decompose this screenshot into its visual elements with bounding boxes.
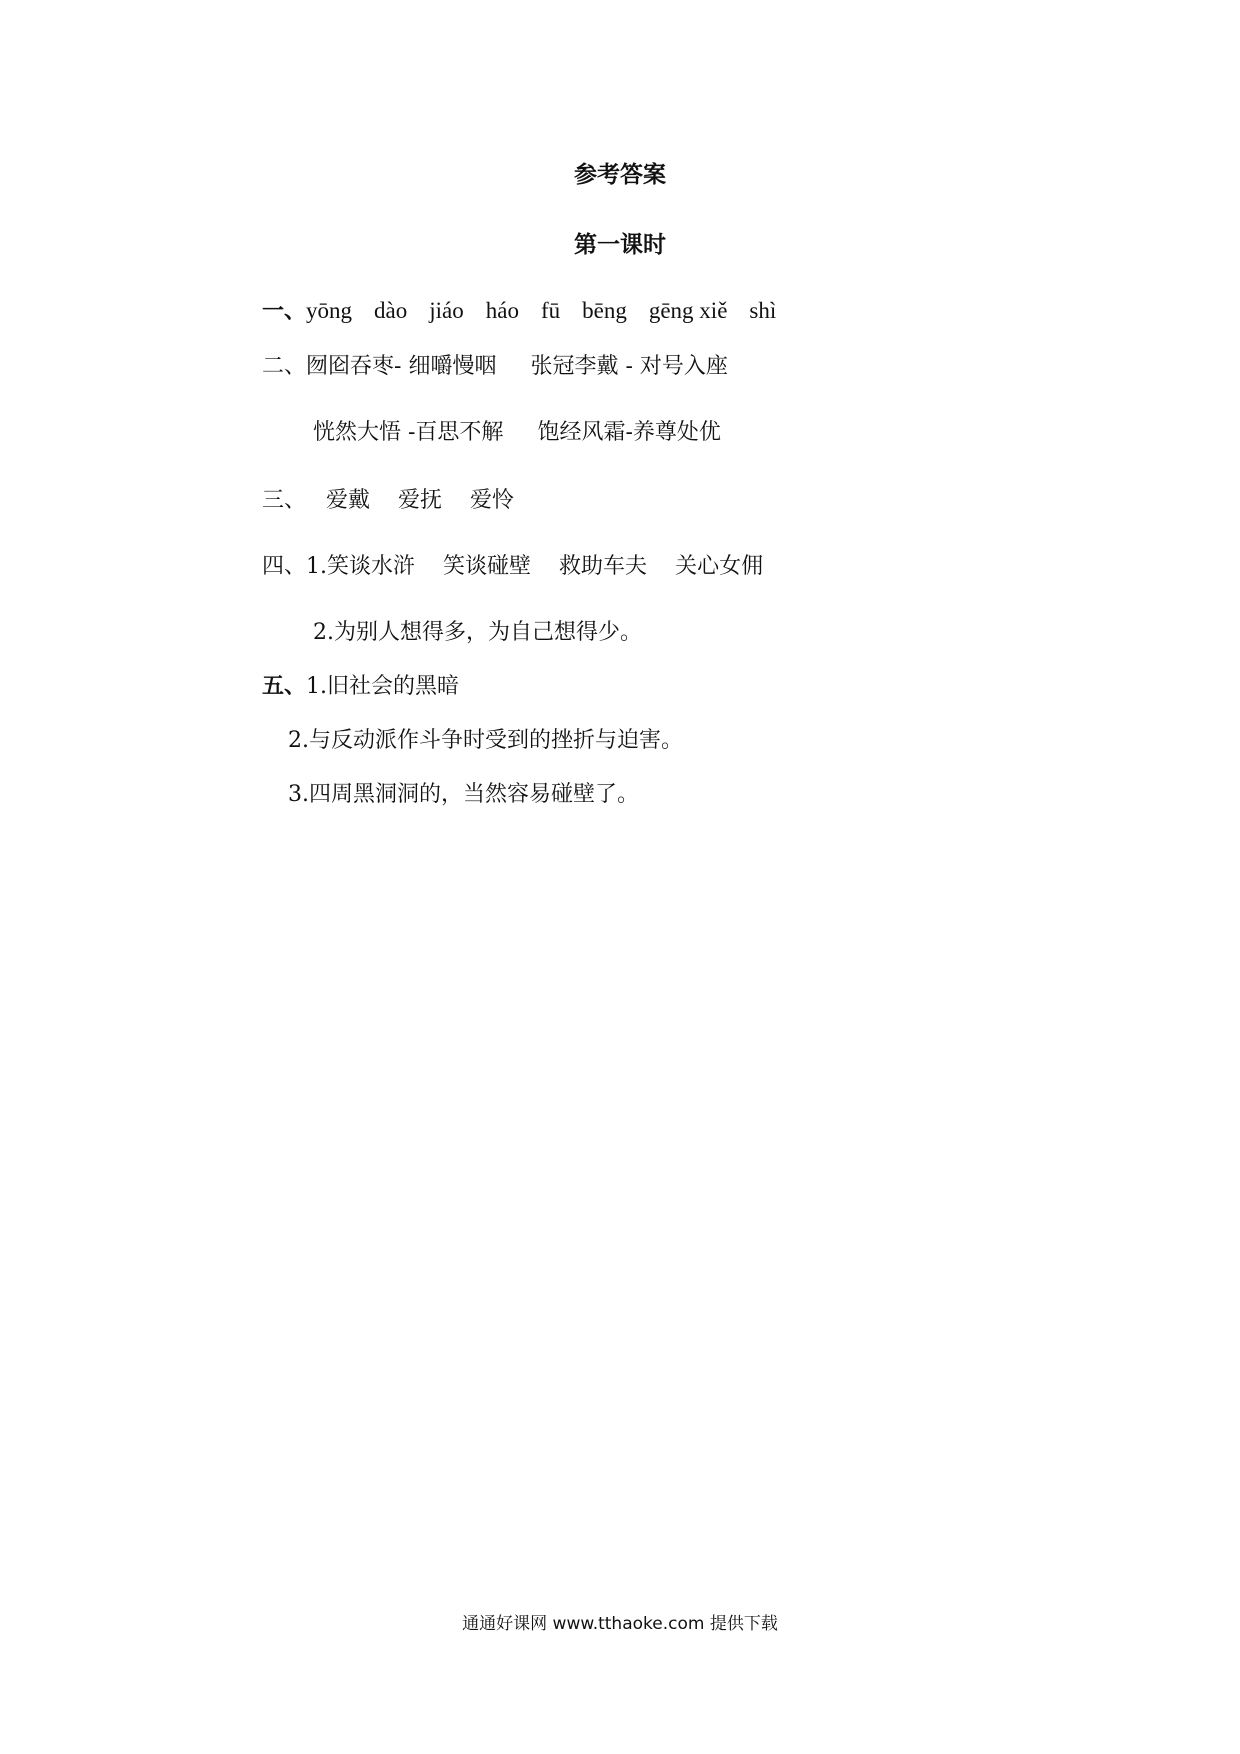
section-1 [262, 296, 776, 327]
section-3 [262, 486, 514, 516]
pinyin-item: bēng [582, 298, 627, 323]
page-subtitle: 第一课时 [574, 232, 666, 258]
section-5-item-2: 2.与反动派作斗争时受到的挫折与迫害。 [288, 728, 683, 753]
idiom-pair: 囫囵吞枣- 细嚼慢咽 [306, 354, 497, 379]
section-3-label: 三、 [262, 488, 307, 513]
answer-word: 爱怜 [470, 488, 515, 513]
section-1-label: 一、 [262, 299, 307, 324]
answer-word: 爱戴 [326, 488, 371, 513]
idiom-pair: 饱经风霜-养尊处优 [537, 420, 721, 445]
footer-credit: 通通好课网 www.tthaoke.com 提供下载 [462, 1614, 778, 1634]
section-4-item-2: 2.为别人想得多，为自己想得少。 [313, 620, 642, 645]
pinyin-item: fū [540, 298, 561, 323]
section-5-label: 五、 [262, 674, 307, 699]
section-2-label: 二、 [262, 354, 307, 379]
pinyin-item: jiáo [429, 298, 464, 323]
section-4-item-1 [262, 552, 763, 582]
page-title: 参考答案 [574, 162, 666, 188]
section-4-label: 四、 [262, 554, 307, 579]
answer-phrase: 笑谈碰壁 [443, 554, 532, 579]
section-5-item-3: 3.四周黑洞洞的，当然容易碰壁了。 [288, 782, 639, 807]
idiom-pair: 恍然大悟 -百思不解 [313, 420, 504, 445]
item-number: 1. [306, 554, 328, 579]
answer-phrase: 救助车夫 [559, 554, 648, 579]
answer-word: 爱抚 [398, 488, 443, 513]
section-5-item-1 [262, 672, 459, 702]
answer-phrase: 关心女佣 [675, 554, 764, 579]
pinyin-item: dào [374, 298, 408, 323]
pinyin-item: háo [485, 298, 519, 323]
section-2-row-1 [262, 352, 728, 382]
answer-sentence: 1.旧社会的黑暗 [306, 674, 460, 699]
pinyin-item: shì [749, 298, 777, 323]
pinyin-item: gēng xiě [648, 298, 728, 323]
section-2-row-2 [313, 418, 721, 448]
idiom-pair: 张冠李戴 - 对号入座 [530, 354, 728, 379]
pinyin-item: yōng [306, 298, 353, 323]
answer-phrase: 笑谈水浒 [327, 554, 416, 579]
